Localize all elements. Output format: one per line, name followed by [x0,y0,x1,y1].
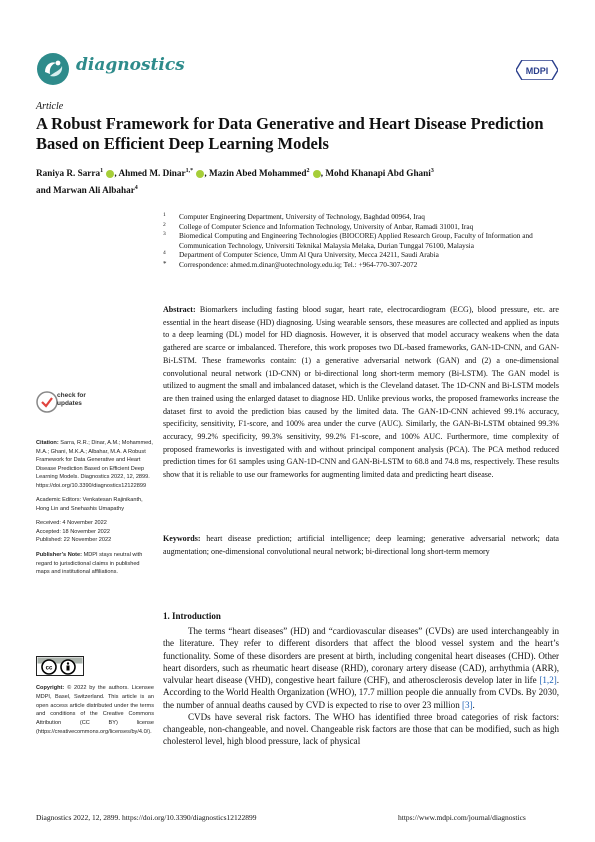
affiliation: 1 Computer Engineering Department, University of Technology, Baghdad 00964, Iraq [163,212,425,221]
abstract [163,304,559,482]
orcid-icon[interactable] [313,170,321,178]
paragraph: The terms “heart diseases” (HD) and “cardiovascular diseases” (CVDs) are used interchangeably in the literature. They refer to different disorders that affect the blood vessel system and the heart’s functionality. Some of these disorders are present at birth, including congenital heart diseases (CHD). Other heart disorders, such as rheumatic heart disease (RHD), coronary artery disease (CAD), arrhythmia (ARR), valvular heart disease (VHD), congestive heart failure (CHF), and atherosclerosis develop later in life [1,2]. According to the World Health Organization (WHO), 17.7 million people die annually from CVDs. By 2030, the number of annual deaths caused by CVD is expected to rise to over 23 million [3]. [163,626,559,710]
keywords [163,533,559,558]
mdpi-logo-icon [516,60,558,80]
received-date: Received: 4 November 2022 [36,520,107,527]
author[interactable]: Ahmed M. Dinar$^{1,*}$ , [118,168,209,179]
academic-editors: Academic Editors: Venkatesan Rajinikanth, Hong Lin and Snehashis Umapathy [36,497,143,512]
mdpi-logo [516,60,558,80]
keywords-text: heart disease prediction; artificial intelligence; deep learning; generative adversarial network; data augmentation; one-dimensional convolutional neural network; bi-directional long short-term memory [163,534,560,556]
cc-by-license-icon[interactable] [36,656,84,676]
citation-link[interactable]: [3] [461,699,473,710]
citation-link[interactable]: [1,2] [539,675,557,685]
article-info-sidebar [36,439,154,583]
abstract-text: Biomarkers including fasting blood sugar, heart rate, electrocardiogram (ECG), blood pressure, etc. are essential in the heart disease (HD) diagnosing. Using wearable sensors, these measures are collected and applied as inputs to a deep learning (DL) model for HD diagnosis. However, it is observed that model accuracy weakens when the data gathered are scarce or imbalanced. Therefore, this work proposes two DL-based frameworks, GAN-1D-CNN, and GAN-Bi-LSTM. These frameworks contain: (1) a generative adversarial network (GAN) and (2) a one-dimensional convolutional neural network (1D-CNN) or bi-directional long short-term memory (Bi-LSTM). The GAN model is utilized to augment the small and imbalanced dataset, which is the Cleveland dataset. The 1D-CNN and Bi-LSTM models are then trained using the enlarged dataset to diagnose HD. Unlike previous works, the proposed frameworks increase the dataset first to avoid the prediction bias caused by the limited data. The GAN-1D-CNN achieved 99.1% accuracy, specificity, sensitivity, F1-score, and 100% area under the curve (AUC). Similarly, the GAN-Bi-LSTM obtained 99.3% accuracy, 99.2% specificity, 99.3% sensitivity, 99.2% F1-score, and 100% AUC. Furthermore, time complexity of proposed frameworks is investigated with and without principal component analysis (PCA). The PCA method reduced prediction times for 61 samples using GAN-1D-CNN and GAN-Bi-LSTM to 68.8 and 74.8 ms, respectively. These results show that it is reliable to use our frameworks for augmenting limited data and predicting heart disease. [163,305,559,480]
affiliation: 2 College of Computer Science and Information Technology, University of Anbar, Ramadi 31001, Iraq [163,221,474,231]
check-for-updates-icon[interactable] [36,391,58,413]
author-list [36,164,566,198]
affiliation: 4 Department of Computer Science, Umm Al Qura University, Mecca 24211, Saudi Arabia [163,250,439,259]
svg-text:cc: cc [45,665,53,672]
keywords-label: Keywords: [163,534,201,543]
correspondence: * Correspondence: ahmed.m.dinar@uotechnology.edu.iq; Tel.: +964-770-307-2072 [163,259,418,269]
dates [36,519,154,545]
author[interactable]: Mazin Abed Mohammed$^2$ , [208,168,326,179]
journal-logo-icon [36,52,70,86]
journal-name: diagnostics [76,55,185,75]
publisher-name: MDPI [525,66,549,76]
affiliations [163,212,553,269]
author[interactable]: Raniya R. Sarra$^1$ , [36,168,119,179]
author[interactable]: and Marwan Ali Albahar$^4$ [36,185,138,196]
body-text [163,625,559,748]
accepted-date: Accepted: 18 November 2022 [36,528,111,535]
paragraph: CVDs have several risk factors. The WHO has identified three broad categories of risk factors: changeable, non-changeable, and novel. Changeable risk factors are those that can be modified, such as high cholesterol level, high blood pressure, lack of physical [163,711,559,747]
author[interactable]: Mohd Khanapi Abd Ghani$^3$ [325,168,434,179]
copyright-notice: Copyright: © 2022 by the authors. Licensee MDPI, Basel, Switzerland. This article is an open access article distributed under the terms and conditions of the Creative Commons Attribution (CC BY) license (https://creativecommons.org/licenses/by/4.0/). [36,685,154,735]
abstract-label: Abstract: [163,305,196,314]
affiliation: 3 Biomedical Computing and Engineering Technologies (BIOCORE) Applied Research Group, Faculty of Information and Communication Technology, Universiti Teknikal Malaysia Melaka, Durian Tunggal 76100, Malaysia [163,231,533,250]
publisher-note: Publisher’s Note: MDPI stays neutral with regard to jurisdictional claims in published maps and institutional affiliations. [36,552,143,576]
article-type: Article [36,101,64,112]
paper-title: A Robust Framework for Data Generative and Heart Disease Prediction Based on Efficient Deep Learning Models [36,114,544,153]
published-date: Published: 22 November 2022 [36,537,112,544]
footer-citation[interactable]: Diagnostics 2022, 12, 2899. https://doi.org/10.3390/diagnostics12122899 [36,813,257,822]
section-title: 1. Introduction [163,611,221,621]
citation: Citation: Sarra, R.R.; Dinar, A.M.; Mohammed, M.A.; Ghani, M.K.A.; Albahar, M.A. A Robust Framework for Data Generative and Heart Disease Prediction Based on Efficient Deep Learning Models. Diagnostics 2022, 12, 2899. https://doi.org/10.3390/diagnostics12122899 [36,440,153,489]
footer-journal-url[interactable]: https://www.mdpi.com/journal/diagnostics [398,813,526,822]
check-for-updates-label[interactable]: check for updates [57,392,86,407]
